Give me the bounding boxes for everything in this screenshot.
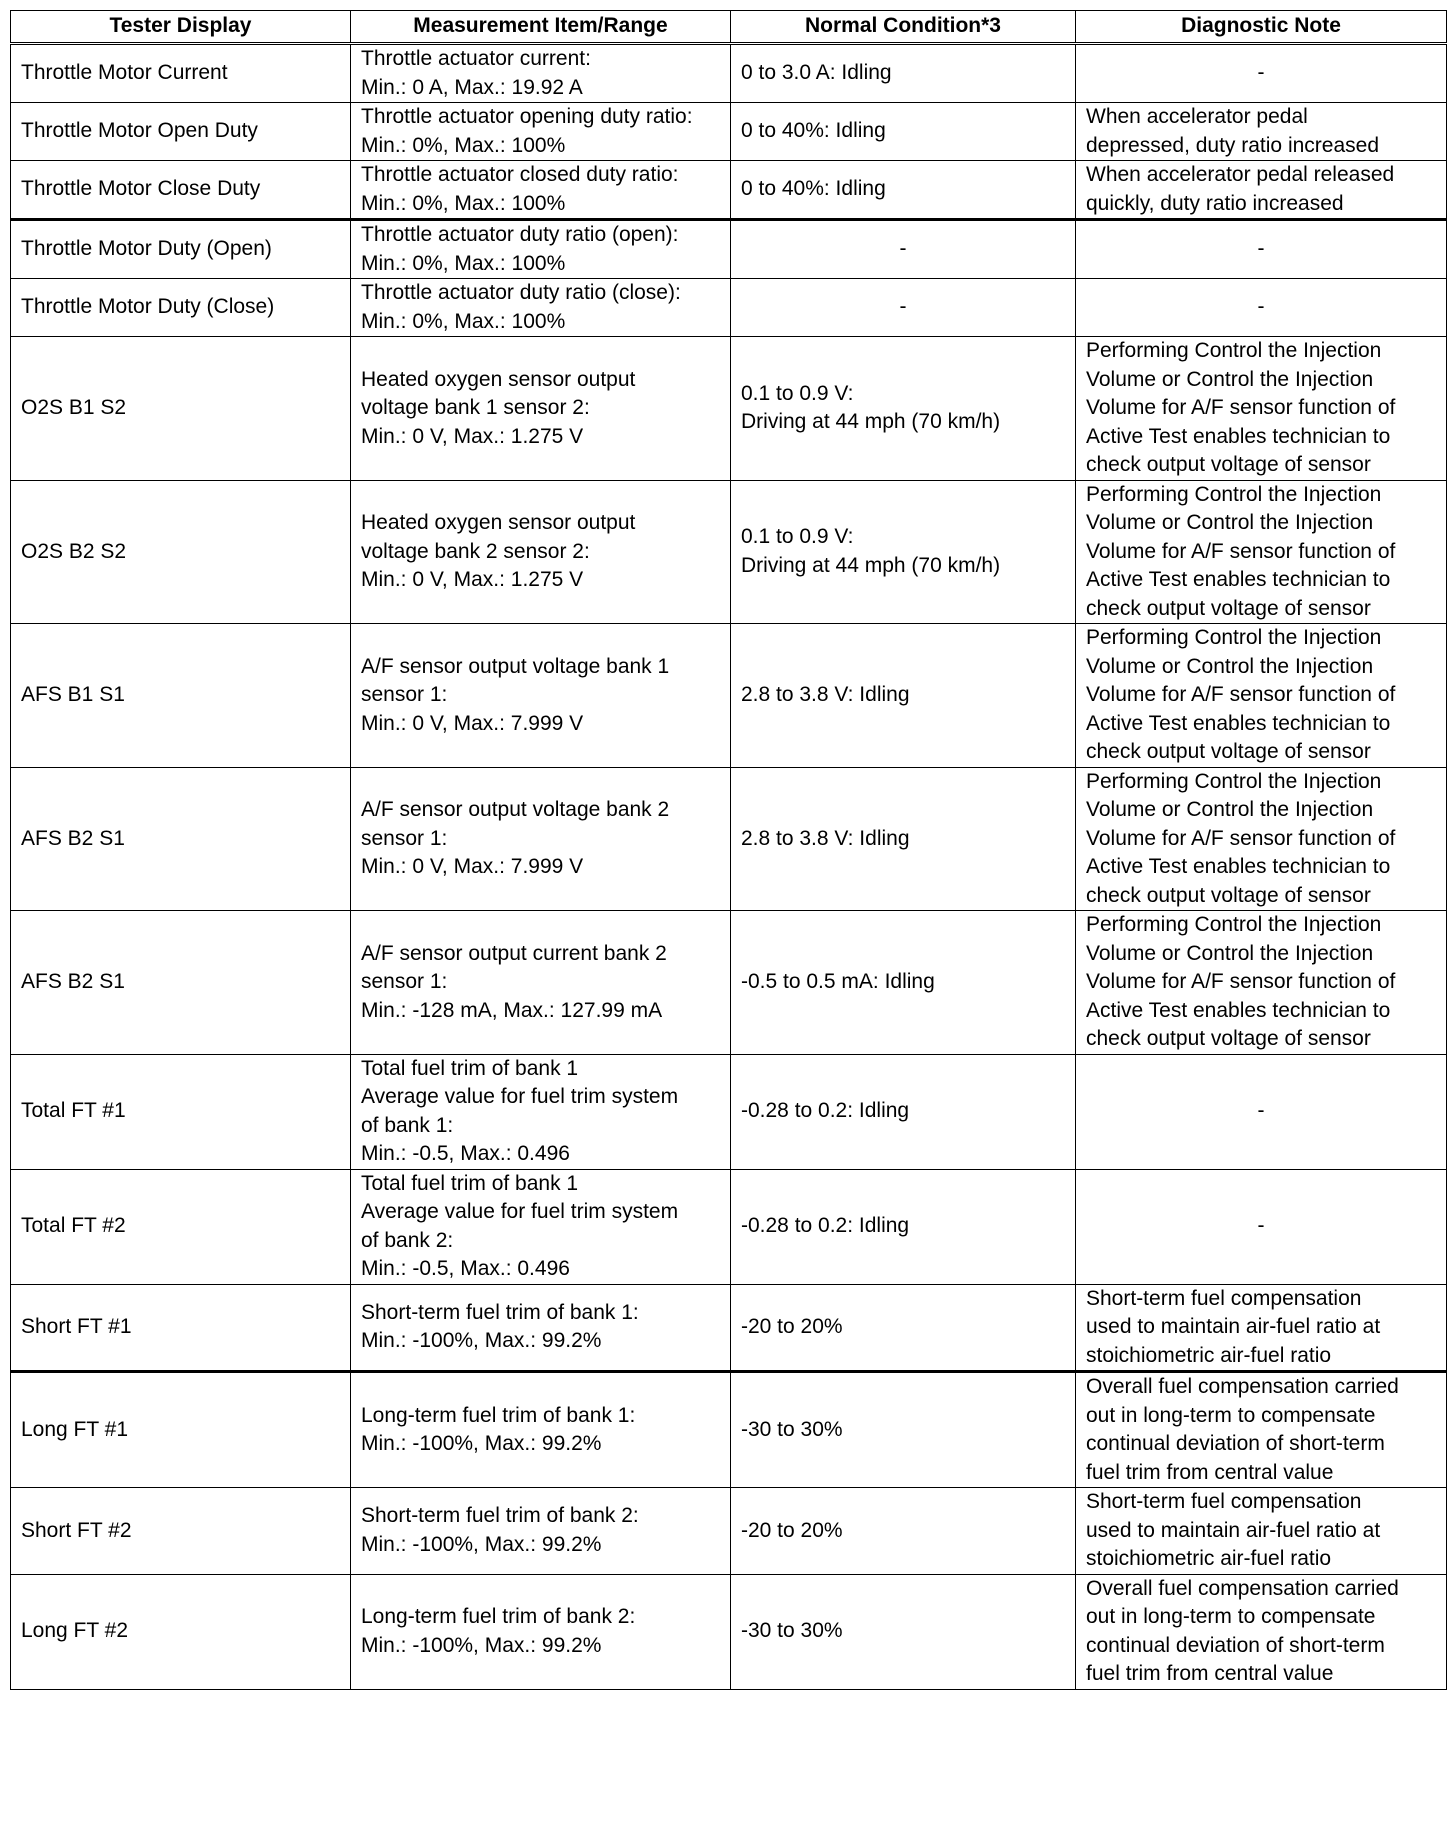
diagnostic-note-cell: -	[1076, 44, 1447, 103]
table-row	[11, 911, 1447, 1055]
measurement-cell: Throttle actuator closed duty ratio: Min.: 0%, Max.: 100%	[351, 161, 731, 220]
table-body	[11, 44, 1447, 1690]
tester-display-cell: Throttle Motor Duty (Close)	[11, 279, 351, 337]
diagnostic-note-cell: Overall fuel compensation carried out in long-term to compensate continual deviation of short-term fuel trim from central value	[1076, 1372, 1447, 1488]
table-row	[11, 1488, 1447, 1575]
diagnostic-note-cell: When accelerator pedal released quickly, duty ratio increased	[1076, 161, 1447, 220]
normal-condition-cell: -30 to 30%	[731, 1372, 1076, 1488]
normal-condition-cell: -20 to 20%	[731, 1284, 1076, 1372]
tester-display-cell: O2S B2 S2	[11, 480, 351, 624]
header-tester-display: Tester Display	[11, 11, 351, 44]
table-row	[11, 103, 1447, 161]
table-row	[11, 624, 1447, 768]
data-list-table	[10, 10, 1447, 1690]
diagnostic-note-cell: -	[1076, 279, 1447, 337]
tester-display-cell: Total FT #2	[11, 1169, 351, 1284]
measurement-cell: Throttle actuator duty ratio (close): Min.: 0%, Max.: 100%	[351, 279, 731, 337]
measurement-cell: Total fuel trim of bank 1 Average value for fuel trim system of bank 1: Min.: -0.5, Max.: 0.496	[351, 1054, 731, 1169]
table-row	[11, 1284, 1447, 1372]
table-row	[11, 1372, 1447, 1488]
measurement-cell: Throttle actuator current: Min.: 0 A, Max.: 19.92 A	[351, 44, 731, 103]
normal-condition-cell: -0.28 to 0.2: Idling	[731, 1169, 1076, 1284]
diagnostic-note-cell: -	[1076, 220, 1447, 279]
normal-condition-cell: 2.8 to 3.8 V: Idling	[731, 767, 1076, 911]
measurement-cell: Long-term fuel trim of bank 2: Min.: -100%, Max.: 99.2%	[351, 1574, 731, 1689]
header-diagnostic-note: Diagnostic Note	[1076, 11, 1447, 44]
diagnostic-note-cell: Performing Control the Injection Volume or Control the Injection Volume for A/F sensor function of Active Test enables technician to check output voltage of sensor	[1076, 911, 1447, 1055]
diagnostic-note-cell: Short-term fuel compensation used to maintain air-fuel ratio at stoichiometric air-fuel ratio	[1076, 1488, 1447, 1575]
table-row	[11, 480, 1447, 624]
normal-condition-cell: 0.1 to 0.9 V: Driving at 44 mph (70 km/h)	[731, 480, 1076, 624]
tester-display-cell: Throttle Motor Close Duty	[11, 161, 351, 220]
diagnostic-note-cell: Performing Control the Injection Volume or Control the Injection Volume for A/F sensor function of Active Test enables technician to check output voltage of sensor	[1076, 480, 1447, 624]
table-row	[11, 337, 1447, 481]
tester-display-cell: Short FT #2	[11, 1488, 351, 1575]
diagnostic-note-cell: -	[1076, 1169, 1447, 1284]
table-row	[11, 1054, 1447, 1169]
tester-display-cell: AFS B1 S1	[11, 624, 351, 768]
table-row	[11, 161, 1447, 220]
tester-display-cell: AFS B2 S1	[11, 767, 351, 911]
table-row	[11, 279, 1447, 337]
table-row	[11, 1574, 1447, 1689]
tester-display-cell: Short FT #1	[11, 1284, 351, 1372]
table-row	[11, 767, 1447, 911]
diagnostic-note-cell: Short-term fuel compensation used to maintain air-fuel ratio at stoichiometric air-fuel ratio	[1076, 1284, 1447, 1372]
tester-display-cell: Throttle Motor Open Duty	[11, 103, 351, 161]
tester-display-cell: Long FT #1	[11, 1372, 351, 1488]
normal-condition-cell: -0.5 to 0.5 mA: Idling	[731, 911, 1076, 1055]
normal-condition-cell: -	[731, 220, 1076, 279]
normal-condition-cell: -30 to 30%	[731, 1574, 1076, 1689]
measurement-cell: Long-term fuel trim of bank 1: Min.: -100%, Max.: 99.2%	[351, 1372, 731, 1488]
normal-condition-cell: 0 to 40%: Idling	[731, 161, 1076, 220]
normal-condition-cell: 0 to 40%: Idling	[731, 103, 1076, 161]
table-row	[11, 44, 1447, 103]
header-row	[11, 11, 1447, 44]
normal-condition-cell: -0.28 to 0.2: Idling	[731, 1054, 1076, 1169]
measurement-cell: Total fuel trim of bank 1 Average value for fuel trim system of bank 2: Min.: -0.5, Max.: 0.496	[351, 1169, 731, 1284]
tester-display-cell: Throttle Motor Duty (Open)	[11, 220, 351, 279]
tester-display-cell: Throttle Motor Current	[11, 44, 351, 103]
table-row	[11, 220, 1447, 279]
normal-condition-cell: 0.1 to 0.9 V: Driving at 44 mph (70 km/h)	[731, 337, 1076, 481]
measurement-cell: A/F sensor output voltage bank 1 sensor 1: Min.: 0 V, Max.: 7.999 V	[351, 624, 731, 768]
diagnostic-note-cell: Overall fuel compensation carried out in long-term to compensate continual deviation of short-term fuel trim from central value	[1076, 1574, 1447, 1689]
diagnostic-note-cell: When accelerator pedal depressed, duty ratio increased	[1076, 103, 1447, 161]
diagnostic-note-cell: Performing Control the Injection Volume or Control the Injection Volume for A/F sensor function of Active Test enables technician to check output voltage of sensor	[1076, 624, 1447, 768]
normal-condition-cell: -20 to 20%	[731, 1488, 1076, 1575]
normal-condition-cell: 0 to 3.0 A: Idling	[731, 44, 1076, 103]
tester-display-cell: Total FT #1	[11, 1054, 351, 1169]
diagnostic-note-cell: Performing Control the Injection Volume or Control the Injection Volume for A/F sensor function of Active Test enables technician to check output voltage of sensor	[1076, 767, 1447, 911]
measurement-cell: A/F sensor output voltage bank 2 sensor 1: Min.: 0 V, Max.: 7.999 V	[351, 767, 731, 911]
tester-display-cell: AFS B2 S1	[11, 911, 351, 1055]
tester-display-cell: O2S B1 S2	[11, 337, 351, 481]
tester-display-cell: Long FT #2	[11, 1574, 351, 1689]
diagnostic-note-cell: -	[1076, 1054, 1447, 1169]
measurement-cell: Short-term fuel trim of bank 2: Min.: -100%, Max.: 99.2%	[351, 1488, 731, 1575]
measurement-cell: Heated oxygen sensor output voltage bank 1 sensor 2: Min.: 0 V, Max.: 1.275 V	[351, 337, 731, 481]
measurement-cell: Heated oxygen sensor output voltage bank 2 sensor 2: Min.: 0 V, Max.: 1.275 V	[351, 480, 731, 624]
measurement-cell: Throttle actuator duty ratio (open): Min.: 0%, Max.: 100%	[351, 220, 731, 279]
measurement-cell: Short-term fuel trim of bank 1: Min.: -100%, Max.: 99.2%	[351, 1284, 731, 1372]
measurement-cell: A/F sensor output current bank 2 sensor 1: Min.: -128 mA, Max.: 127.99 mA	[351, 911, 731, 1055]
table-row	[11, 1169, 1447, 1284]
diagnostic-note-cell: Performing Control the Injection Volume or Control the Injection Volume for A/F sensor function of Active Test enables technician to check output voltage of sensor	[1076, 337, 1447, 481]
header-measurement-item: Measurement Item/Range	[351, 11, 731, 44]
header-normal-condition: Normal Condition*3	[731, 11, 1076, 44]
normal-condition-cell: -	[731, 279, 1076, 337]
normal-condition-cell: 2.8 to 3.8 V: Idling	[731, 624, 1076, 768]
measurement-cell: Throttle actuator opening duty ratio: Min.: 0%, Max.: 100%	[351, 103, 731, 161]
